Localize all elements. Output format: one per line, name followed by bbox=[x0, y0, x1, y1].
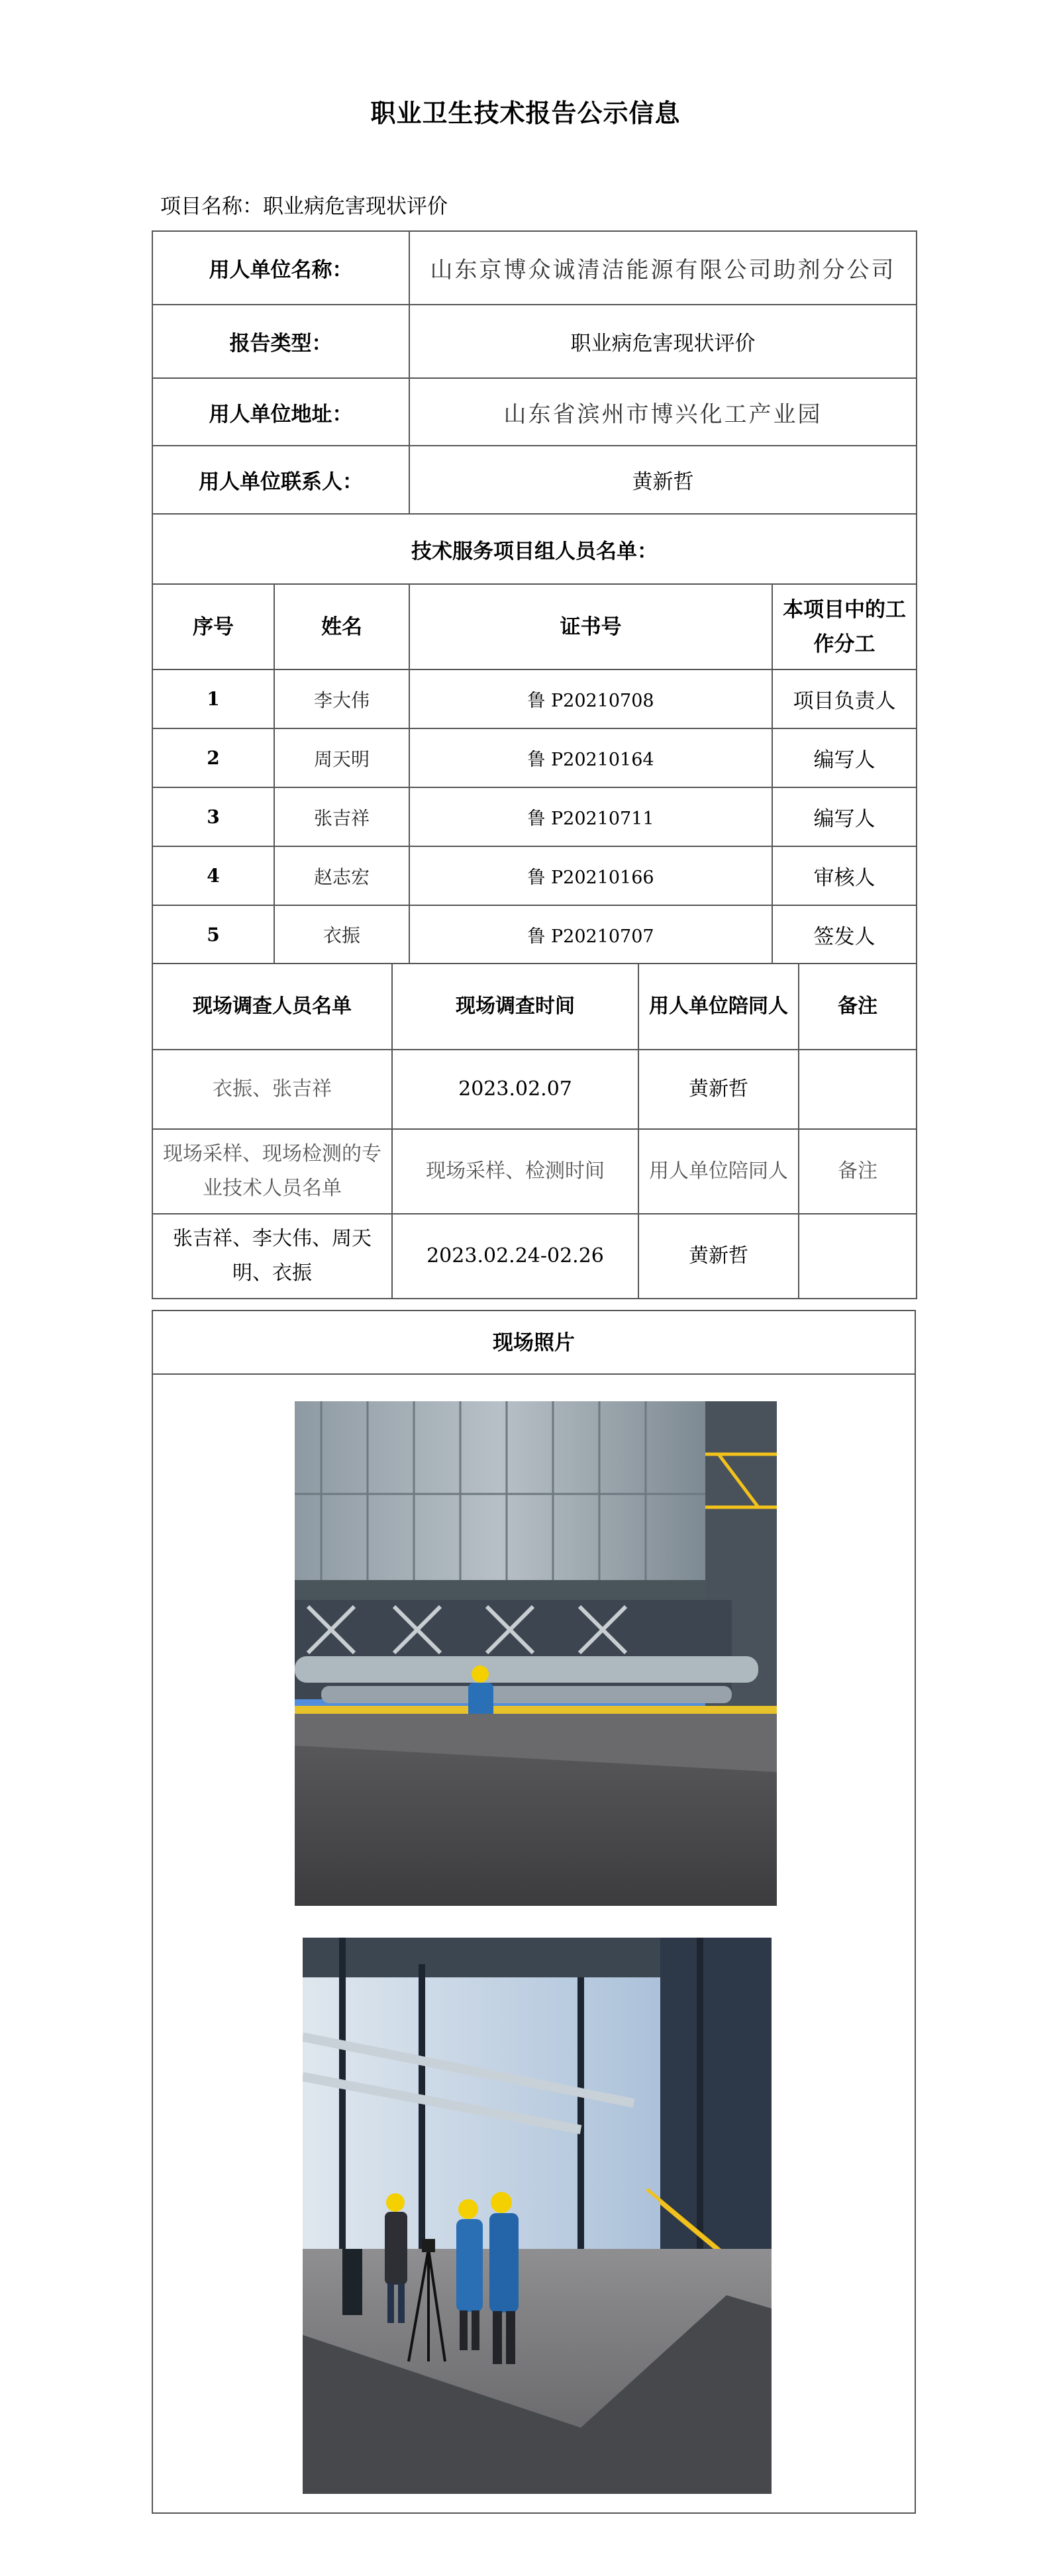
role-cell: 编写人 bbox=[772, 728, 917, 787]
col-cert-header: 证书号 bbox=[409, 584, 772, 669]
table-row bbox=[152, 846, 917, 905]
sampling-people-header: 现场采样、现场检测的专业技术人员名单 bbox=[152, 1129, 392, 1214]
table-row bbox=[152, 787, 917, 846]
team-section-title: 技术服务项目组人员名单： bbox=[152, 514, 917, 584]
cert-cell: 鲁 P20210711 bbox=[409, 787, 772, 846]
site-photos-section bbox=[152, 1310, 916, 2514]
table-row bbox=[152, 905, 917, 964]
survey-row bbox=[152, 1050, 917, 1129]
role-cell: 签发人 bbox=[772, 905, 917, 964]
survey-companion-cell: 黄新哲 bbox=[638, 1050, 799, 1129]
site-photos-title: 现场照片 bbox=[153, 1311, 915, 1375]
survey-header-row bbox=[152, 964, 917, 1050]
site-photo-2 bbox=[303, 1938, 772, 2494]
site-photo-1-image bbox=[295, 1401, 777, 1906]
contact-row bbox=[152, 446, 917, 514]
role-cell: 审核人 bbox=[772, 846, 917, 905]
team-title-row bbox=[152, 514, 917, 584]
cert-cell: 鲁 P20210707 bbox=[409, 905, 772, 964]
survey-time-cell: 2023.02.07 bbox=[392, 1050, 638, 1129]
survey-people-header: 现场调查人员名单 bbox=[152, 964, 392, 1050]
sampling-people-cell: 张吉祥、李大伟、周天明、衣振 bbox=[152, 1214, 392, 1299]
survey-remark-header: 备注 bbox=[799, 964, 917, 1050]
report-type-row bbox=[152, 305, 917, 378]
table-row bbox=[152, 728, 917, 787]
cert-cell: 鲁 P20210164 bbox=[409, 728, 772, 787]
survey-remark-cell bbox=[799, 1050, 917, 1129]
address-value: 山东省滨州市博兴化工产业园 bbox=[409, 378, 917, 446]
name-cell: 衣振 bbox=[274, 905, 409, 964]
employer-row bbox=[152, 231, 917, 305]
survey-companion-header: 用人单位陪同人 bbox=[638, 964, 799, 1050]
cert-cell: 鲁 P20210708 bbox=[409, 669, 772, 728]
sampling-header-row bbox=[152, 1129, 917, 1214]
name-cell: 周天明 bbox=[274, 728, 409, 787]
table-row bbox=[152, 669, 917, 728]
contact-label: 用人单位联系人： bbox=[152, 446, 409, 514]
sampling-time-header: 现场采样、检测时间 bbox=[392, 1129, 638, 1214]
sampling-companion-cell: 黄新哲 bbox=[638, 1214, 799, 1299]
sampling-row bbox=[152, 1214, 917, 1299]
sampling-time-cell: 2023.02.24-02.26 bbox=[392, 1214, 638, 1299]
report-type-value: 职业病危害现状评价 bbox=[409, 305, 917, 378]
col-name-header: 姓名 bbox=[274, 584, 409, 669]
survey-time-header: 现场调查时间 bbox=[392, 964, 638, 1050]
address-label: 用人单位地址： bbox=[152, 378, 409, 446]
sampling-remark-cell bbox=[799, 1214, 917, 1299]
sampling-remark-header: 备注 bbox=[799, 1129, 917, 1214]
name-cell: 李大伟 bbox=[274, 669, 409, 728]
role-cell: 项目负责人 bbox=[772, 669, 917, 728]
role-cell: 编写人 bbox=[772, 787, 917, 846]
survey-people-cell: 衣振、张吉祥 bbox=[152, 1050, 392, 1129]
info-table bbox=[152, 230, 917, 964]
seq-cell: 3 bbox=[152, 787, 274, 846]
name-cell: 张吉祥 bbox=[274, 787, 409, 846]
employer-value: 山东京博众诚清洁能源有限公司助剂分公司 bbox=[409, 231, 917, 305]
seq-cell: 1 bbox=[152, 669, 274, 728]
site-photo-1 bbox=[295, 1401, 777, 1906]
seq-cell: 4 bbox=[152, 846, 274, 905]
col-seq-header: 序号 bbox=[152, 584, 274, 669]
site-photo-2-image bbox=[303, 1938, 772, 2494]
page-title: 职业卫生技术报告公示信息 bbox=[370, 98, 681, 128]
survey-table bbox=[152, 963, 917, 1299]
seq-cell: 2 bbox=[152, 728, 274, 787]
project-name: 项目名称：职业病危害现状评价 bbox=[160, 195, 448, 219]
seq-cell: 5 bbox=[152, 905, 274, 964]
sampling-companion-header: 用人单位陪同人 bbox=[638, 1129, 799, 1214]
col-role-header: 本项目中的工作分工 bbox=[772, 584, 917, 669]
contact-value: 黄新哲 bbox=[409, 446, 917, 514]
employer-label: 用人单位名称： bbox=[152, 231, 409, 305]
report-type-label: 报告类型： bbox=[152, 305, 409, 378]
cert-cell: 鲁 P20210166 bbox=[409, 846, 772, 905]
name-cell: 赵志宏 bbox=[274, 846, 409, 905]
address-row bbox=[152, 378, 917, 446]
team-header-row bbox=[152, 584, 917, 669]
